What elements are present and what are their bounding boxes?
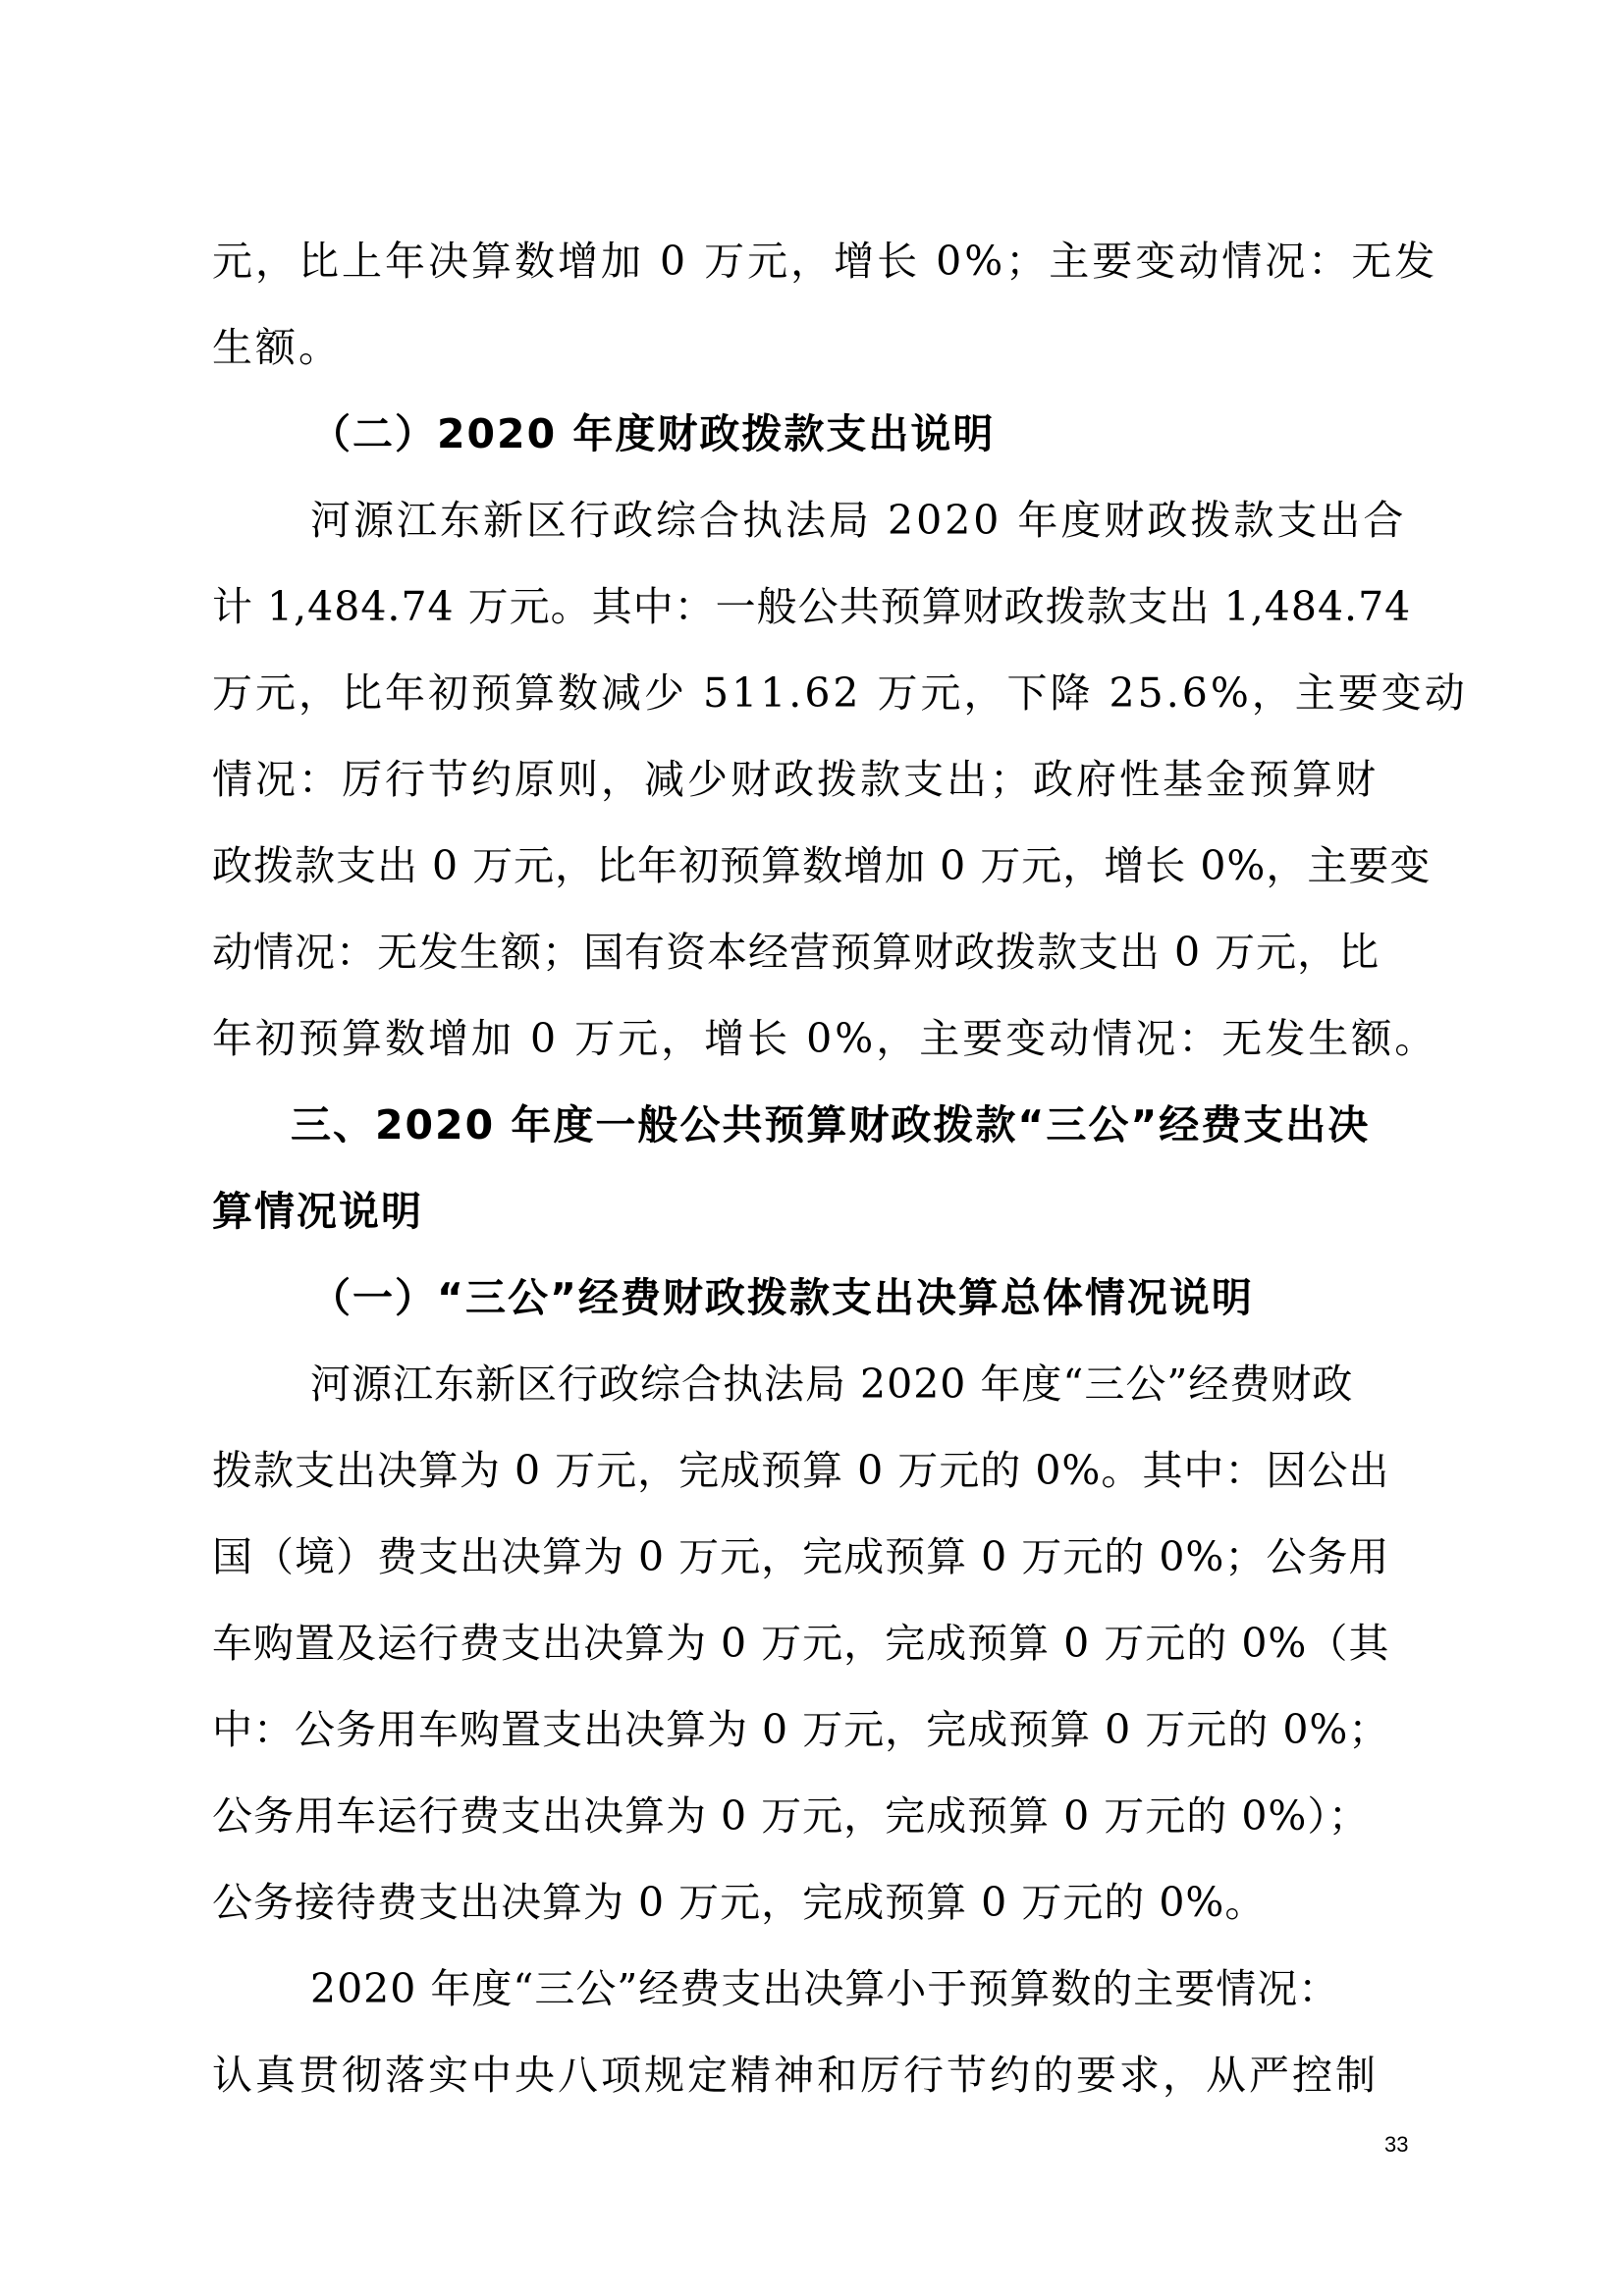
section-heading-line: 三、2020 年度一般公共预算财政拨款“三公”经费支出决 (291, 1101, 1371, 1148)
text-line: 认真贯彻落实中央八项规定精神和厉行节约的要求，从严控制 (212, 2052, 1379, 2099)
paragraph-below-budget-reason (212, 1946, 1430, 2118)
page-body (212, 218, 1468, 2118)
text-line: 生额。 (212, 324, 342, 371)
text-line: 政拨款支出 0 万元，比年初预算数增加 0 万元，增长 0%，主要变 (212, 842, 1432, 889)
text-line: 2020 年度“三公”经费支出决算小于预算数的主要情况： (310, 1965, 1340, 2012)
subheading-fiscal-expenditure: （二）2020 年度财政拨款支出说明 (310, 410, 996, 457)
text-line: 拨款支出决算为 0 万元，完成预算 0 万元的 0%。其中：因公出 (212, 1447, 1390, 1494)
subheading-three-public-overall: （一）“三公”经费财政拨款支出决算总体情况说明 (310, 1274, 1254, 1321)
paragraph-three-public-details (212, 1341, 1430, 1946)
section-heading-line: 算情况说明 (212, 1188, 423, 1235)
section-heading-three-public (212, 1082, 1430, 1255)
text-line: 计 1,484.74 万元。其中：一般公共预算财政拨款支出 1,484.74 (212, 583, 1412, 630)
paragraph-continuation (212, 218, 1438, 391)
text-line: 情况：厉行节约原则，减少财政拨款支出；政府性基金预算财 (212, 756, 1379, 803)
text-line: 元，比上年决算数增加 0 万元，增长 0%；主要变动情况：无发 (212, 238, 1438, 285)
text-line: 河源江东新区行政综合执法局 2020 年度“三公”经费财政 (310, 1361, 1354, 1408)
text-line: 车购置及运行费支出决算为 0 万元，完成预算 0 万元的 0%（其 (212, 1620, 1390, 1667)
text-line: 万元，比年初预算数减少 511.62 万元，下降 25.6%，主要变动 (212, 669, 1468, 717)
text-line: 公务接待费支出决算为 0 万元，完成预算 0 万元的 0%。 (212, 1879, 1267, 1926)
text-line: 国（境）费支出决算为 0 万元，完成预算 0 万元的 0%；公务用 (212, 1533, 1390, 1580)
text-line: 中：公务用车购置支出决算为 0 万元，完成预算 0 万元的 0%； (212, 1706, 1390, 1753)
text-line: 河源江东新区行政综合执法局 2020 年度财政拨款支出合 (310, 497, 1407, 544)
page-number: 33 (1384, 2132, 1409, 2157)
paragraph-fiscal-expenditure (212, 477, 1468, 1082)
text-line: 动情况：无发生额；国有资本经营预算财政拨款支出 0 万元，比 (212, 929, 1380, 976)
text-line: 公务用车运行费支出决算为 0 万元，完成预算 0 万元的 0%）； (212, 1792, 1370, 1840)
text-line: 年初预算数增加 0 万元，增长 0%，主要变动情况：无发生额。 (212, 1015, 1438, 1062)
